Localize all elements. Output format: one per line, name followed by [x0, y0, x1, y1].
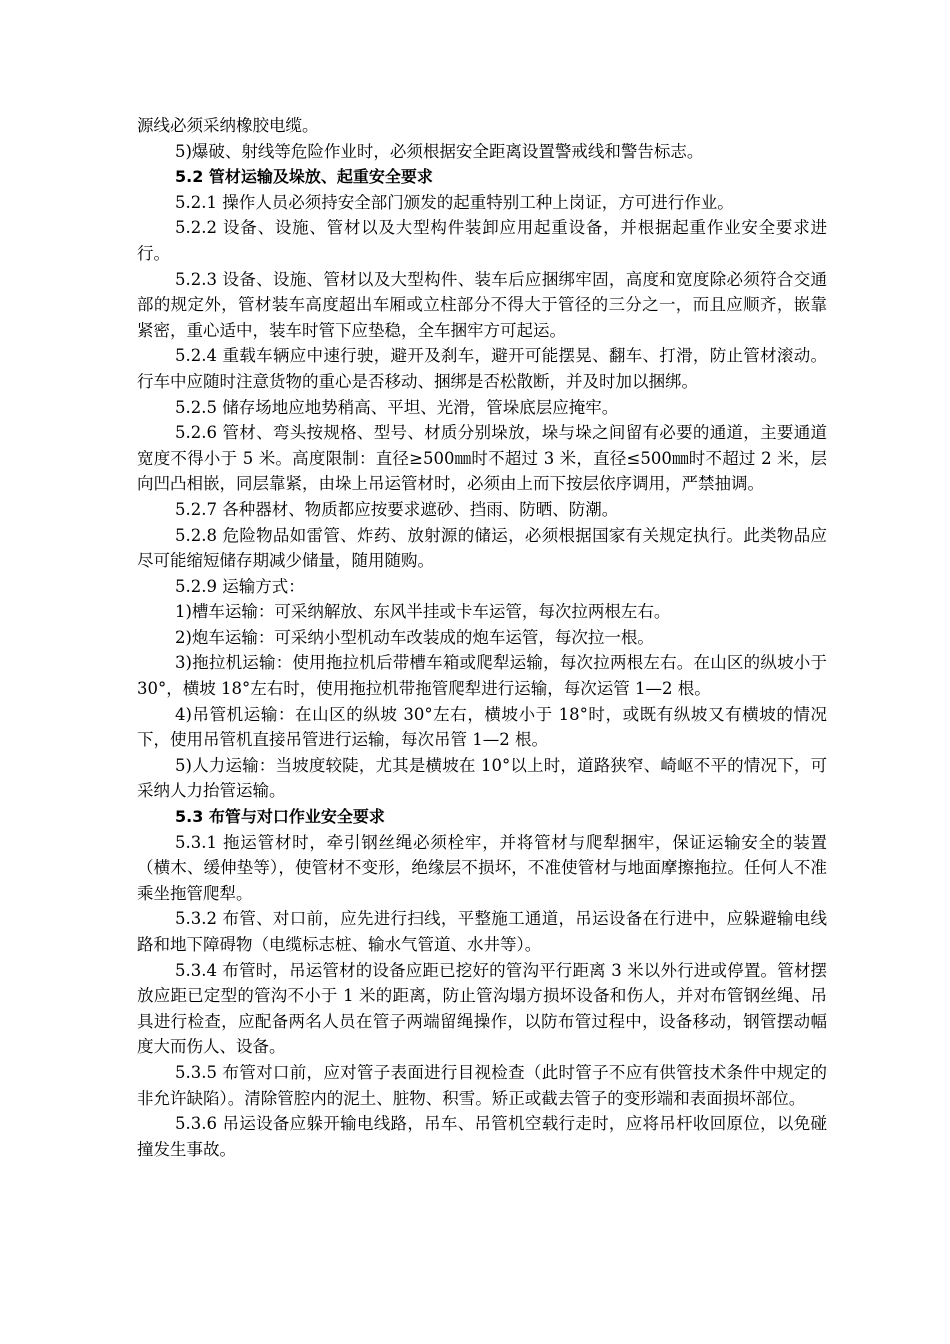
paragraph: 5.2.8 危险物品如雷管、炸药、放射源的储运，必须根据国家有关规定执行。此类物品应尽可能缩短储存期减少储量，随用随购。 [137, 525, 827, 571]
list-item: 1)槽车运输：可采纳解放、东风半挂或卡车运管，每次拉两根左右。 [175, 602, 671, 622]
paragraph: 源线必须采纳橡胶电缆。 [137, 116, 319, 135]
paragraph: 5.2.4 重载车辆应中速行驶，避开及刹车，避开可能摆晃、翻车、打滑，防止管材滚动。行车中应随时注意货物的重心是否移动、捆绑是否松散断，并及时加以捆绑。 [137, 346, 827, 391]
list-item: 3)拖拉机运输：使用拖拉机后带槽车箱或爬犁运输，每次拉两根左右。在山区的纵坡小于 30°，横坡 18°左右时，使用拖拉机带拖管爬犁进行运输，每次运管 1—2 根。 [137, 653, 827, 699]
document-body [137, 113, 827, 1162]
section-heading-5-3: 5.3 布管与对口作业安全要求 [175, 807, 385, 827]
list-item: 4)吊管机运输：在山区的纵坡 30°左右，横坡小于 18°时，或既有纵坡又有横坡的情况下，使用吊管机直接吊管进行运输，每次吊管 1—2 根。 [137, 704, 827, 750]
list-item: 5)人力运输：当坡度较陡，尤其是横坡在 10°以上时，道路狭窄、崎岖不平的情况下，可采纳人力抬管运输。 [137, 755, 827, 801]
paragraph: 5.2.7 各种器材、物质都应按要求遮砂、挡雨、防晒、防潮。 [175, 499, 619, 519]
paragraph: 5.2.9 运输方式： [175, 576, 305, 596]
paragraph: 5.3.6 吊运设备应躲开输电线路，吊车、吊管机空载行走时，应将吊杆收回原位，以免碰撞发生事故。 [137, 1114, 827, 1159]
paragraph: 5)爆破、射线等危险作业时，必须根据安全距离设置警戒线和警告标志。 [175, 141, 704, 161]
paragraph: 5.2.3 设备、设施、管材以及大型构件、装车后应捆绑牢固，高度和宽度除必须符合交通部的规定外，管材装车高度超出车厢或立柱部分不得大于管径的三分之一，而且应顺齐，嵌靠紧密，重心适中，装车时管下应垫稳，全车捆牢方可起运。 [137, 269, 827, 340]
paragraph: 5.2.5 储存场地应地势稍高、平坦、光滑，管垛底层应掩牢。 [175, 397, 619, 417]
paragraph: 5.2.6 管材、弯头按规格、型号、材质分别垛放，垛与垛之间留有必要的通道，主要通道宽度不得小于 5 米。高度限制：直径≥500㎜时不超过 3 米，直径≤500㎜时不超过 2 米，层向凹凸相嵌，同层靠紧，由垛上吊运管材时，必须由上而下按层依序调用，严禁抽调。 [137, 423, 827, 494]
paragraph: 5.2.2 设备、设施、管材以及大型构件装卸应用起重设备，并根据起重作业安全要求进行。 [137, 218, 827, 263]
paragraph: 5.2.1 操作人员必须持安全部门颁发的起重特别工种上岗证，方可进行作业。 [175, 192, 734, 212]
paragraph: 5.3.5 布管对口前，应对管子表面进行目视检查（此时管子不应有供管技术条件中规定的非允许缺陷）。清除管腔内的泥土、脏物、积雪。矫正或截去管子的变形端和表面损坏部位。 [137, 1062, 827, 1108]
paragraph: 5.3.4 布管时，吊运管材的设备应距已挖好的管沟平行距离 3 米以外行进或停置。管材摆放应距已定型的管沟不小于 1 米的距离，防止管沟塌方损坏设备和伤人，并对布管钢丝绳、吊具进行检查，应配备两名人员在管子两端留绳操作，以防布管过程中，设备移动，钢管摆动幅度大而伤人、设备。 [137, 960, 827, 1057]
section-heading-5-2: 5.2 管材运输及垛放、起重安全要求 [175, 167, 433, 187]
paragraph: 5.3.2 布管、对口前，应先进行扫线，平整施工通道，吊运设备在行进中，应躲避输电线路和地下障碍物（电缆标志桩、输水气管道、水井等）。 [137, 909, 827, 954]
list-item: 2)炮车运输：可采纳小型机动车改装成的炮车运管，每次拉一根。 [175, 627, 654, 647]
paragraph: 5.3.1 拖运管材时，牵引钢丝绳必须栓牢，并将管材与爬犁捆牢，保证运输安全的装置（横木、缓伸垫等），使管材不变形，绝缘层不损坏，不准使管材与地面摩擦拖拉。任何人不准乘坐拖管爬犁。 [137, 832, 827, 903]
